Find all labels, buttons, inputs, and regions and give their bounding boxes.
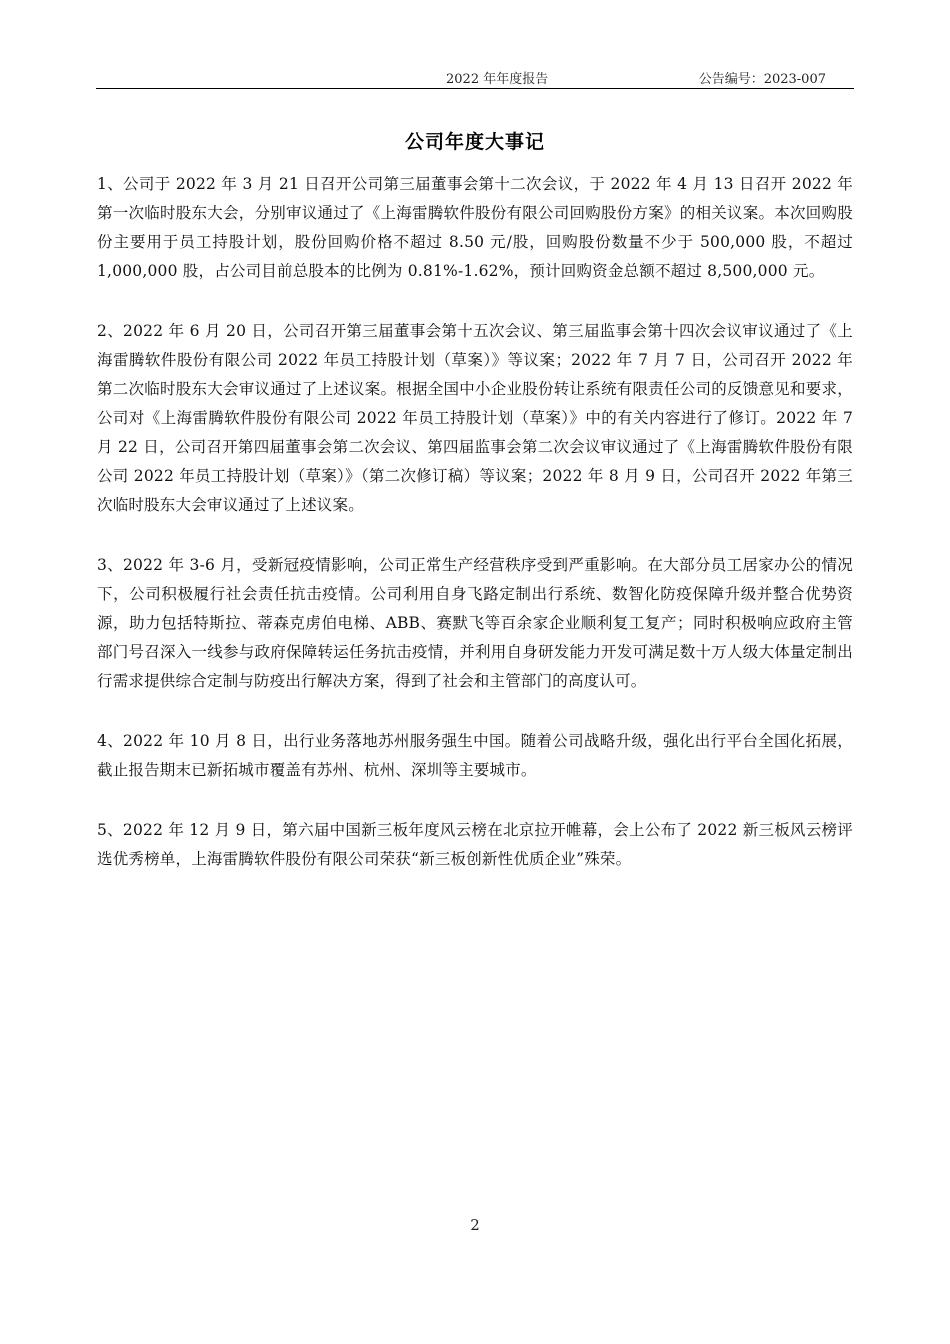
page-title: 公司年度大事记	[404, 131, 545, 153]
header-divider	[96, 88, 854, 89]
events-section	[97, 170, 853, 905]
event-paragraph-5: 5、2022 年 12 月 9 日，第六届中国新三板年度风云榜在北京拉开帷幕，会上公布了 2022 新三板风云榜评选优秀榜单，上海雷腾软件股份有限公司荣获“新三板创新性优质企业”殊荣。	[97, 821, 853, 868]
event-paragraph-1: 1、公司于 2022 年 3 月 21 日召开公司第三届董事会第十二次会议，于 2022 年 4 月 13 日召开 2022 年第一次临时股东大会，分别审议通过了《上海雷腾软件股份有限公司回购股份方案》的相关议案。本次回购股份主要用于员工持股计划，股份回购价格不超过 8.50 元/股，回购股份数量不少于 500,000 股，不超过 1,000,000 股，占公司目前总股本的比例为 0.81%-1.62%，预计回购资金总额不超过 8,500,000 元。	[97, 175, 853, 280]
page-header	[96, 66, 854, 88]
event-paragraph-3: 3、2022 年 3-6 月，受新冠疫情影响，公司正常生产经营秩序受到严重影响。在大部分员工居家办公的情况下，公司积极履行社会责任抗击疫情。公司利用自身飞路定制出行系统、数智化防疫保障升级并整合优势资源，助力包括特斯拉、蒂森克虏伯电梯、ABB、赛默飞等百余家企业顺利复工复产；同时积极响应政府主管部门号召深入一线参与政府保障转运任务抗击疫情，并利用自身研发能力开发可满足数十万人级大体量定制出行需求提供综合定制与防疫出行解决方案，得到了社会和主管部门的高度认可。	[97, 556, 853, 690]
event-paragraph-2: 2、2022 年 6 月 20 日，公司召开第三届董事会第十五次会议、第三届监事会第十四次会议审议通过了《上海雷腾软件股份有限公司 2022 年员工持股计划（草案）》等议案；2022 年 7 月 7 日，公司召开 2022 年第二次临时股东大会审议通过了上述议案。根据全国中小企业股份转让系统有限责任公司的反馈意见和要求，公司对《上海雷腾软件股份有限公司 2022 年员工持股计划（草案）》中的有关内容进行了修订。2022 年 7 月 22 日，公司召开第四届董事会第二次会议、第四届监事会第二次会议审议通过了《上海雷腾软件股份有限公司 2022 年员工持股计划（草案）》（第二次修订稿）等议案；2022 年 8 月 9 日，公司召开 2022 年第三次临时股东大会审议通过了上述议案。	[97, 322, 853, 514]
header-document-number: 公告编号：2023-007	[698, 72, 826, 87]
header-report-title: 2022 年年度报告	[446, 72, 549, 87]
event-paragraph-4: 4、2022 年 10 月 8 日，出行业务落地苏州服务强生中国。随着公司战略升级，强化出行平台全国化拓展，截止报告期末已新拓城市覆盖有苏州、杭州、深圳等主要城市。	[97, 732, 853, 779]
page-number: 2	[470, 1216, 480, 1234]
